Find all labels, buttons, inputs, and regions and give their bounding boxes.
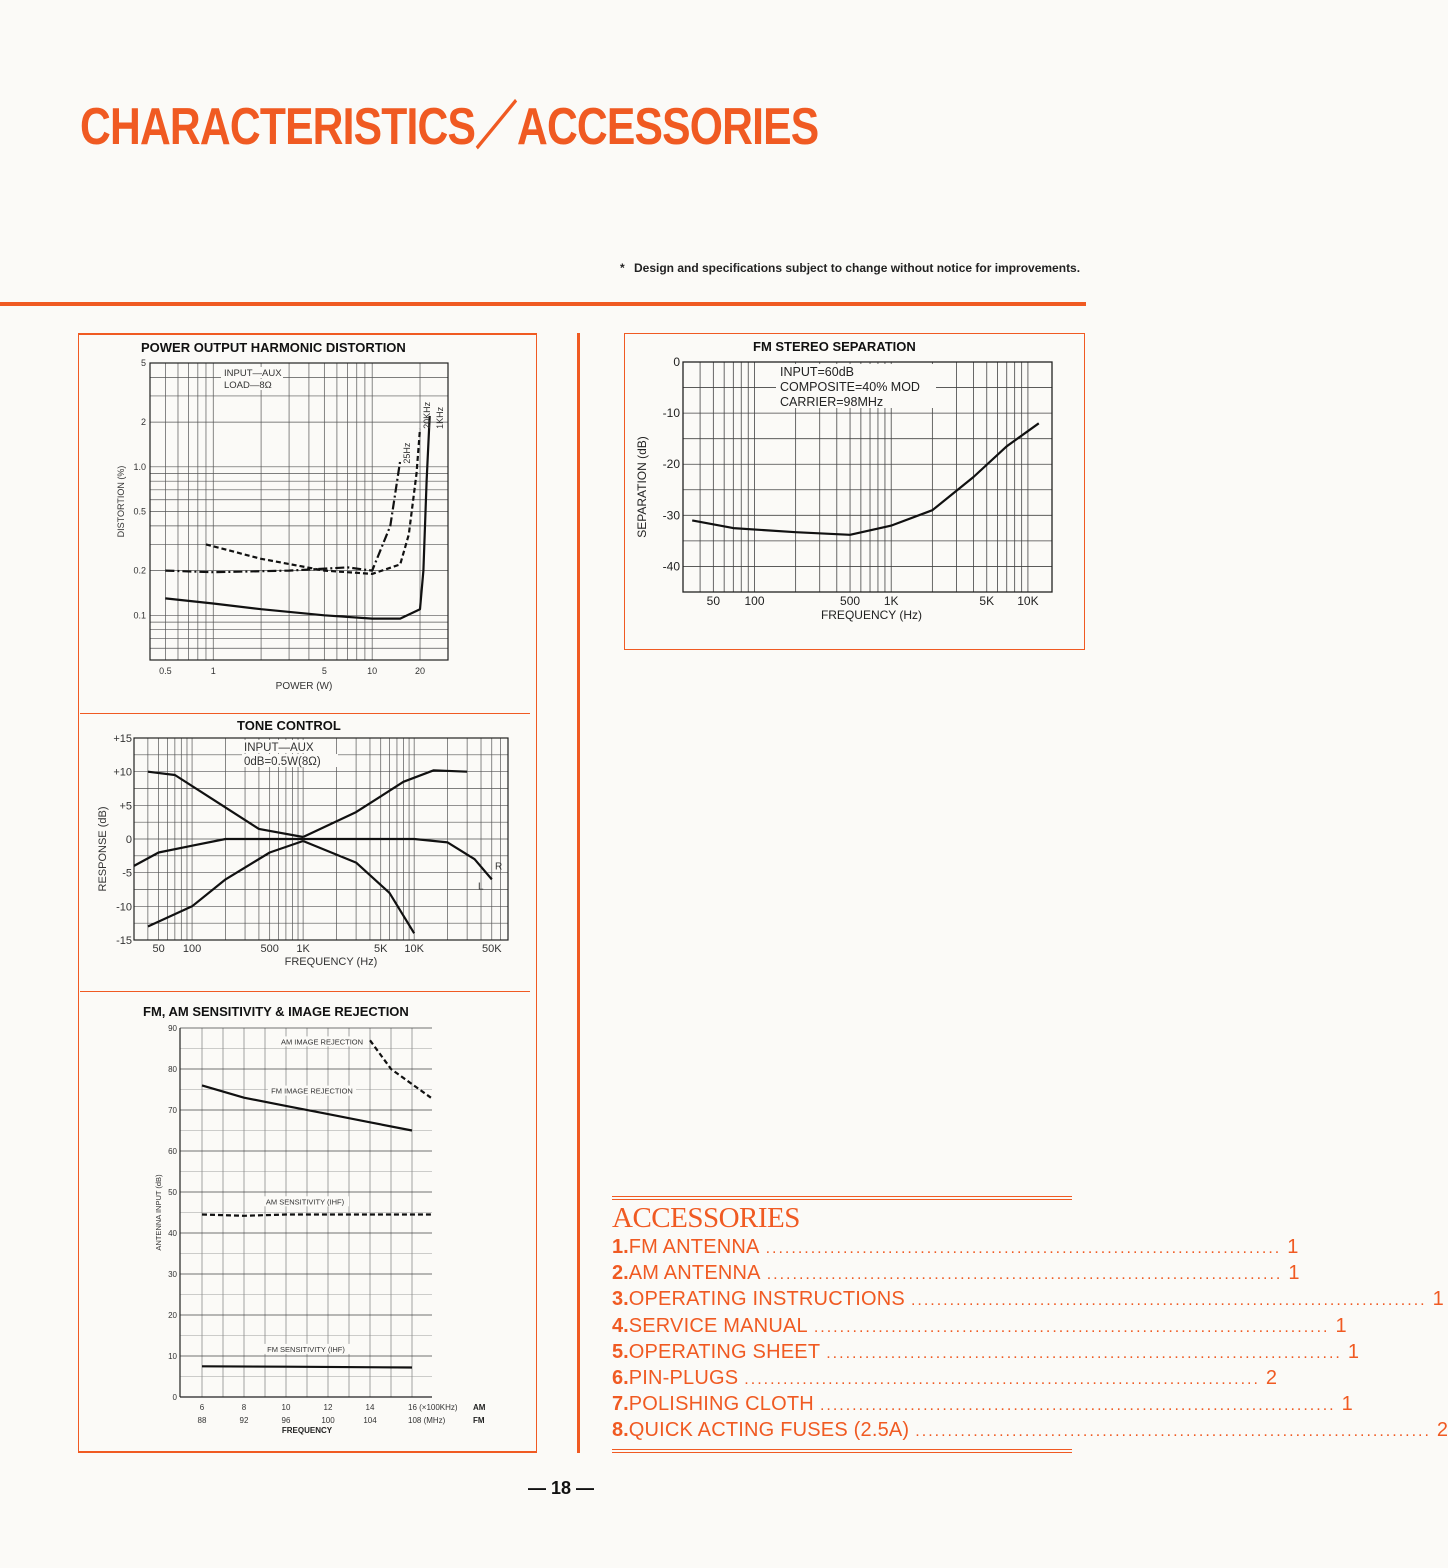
y-axis-label: ANTENNA INPUT (dB) — [154, 1174, 163, 1251]
y-tick-label: +15 — [113, 733, 132, 745]
distortion-chart-title: POWER OUTPUT HARMONIC DISTORTION — [141, 340, 406, 355]
x-tick-label: 10 — [367, 666, 378, 676]
x-tick-label: 50 — [706, 594, 721, 608]
accessory-label: PIN-PLUGS — [628, 1366, 739, 1389]
separation-chart — [630, 352, 1080, 632]
accessory-item — [612, 1340, 1359, 1367]
accessory-number: 5. — [612, 1340, 629, 1363]
note-text: Design and specifications subject to change without notice for improvements. — [634, 261, 1081, 275]
x-tick-label: 1 — [210, 666, 216, 676]
accessory-quantity: 2 — [1436, 1419, 1448, 1442]
x-tick-label: 1K — [296, 943, 310, 955]
series-line — [202, 1215, 431, 1216]
y-axis-label: RESPONSE (dB) — [97, 806, 109, 892]
series-label: 1KHz — [435, 406, 445, 429]
x-tick-label: 100 — [182, 943, 202, 955]
accessory-item — [612, 1366, 1278, 1393]
x-tick-label: 0.5 — [159, 666, 172, 676]
x-tick-label: 500 — [840, 594, 861, 608]
series-label: 25Hz — [402, 442, 412, 464]
accessory-label: QUICK ACTING FUSES (2.5A) — [628, 1419, 910, 1442]
sensitivity-chart-title: FM, AM SENSITIVITY & IMAGE REJECTION — [143, 1004, 409, 1019]
y-tick-label: 5 — [140, 358, 146, 368]
y-axis-label: SEPARATION (dB) — [635, 436, 649, 538]
accessory-label: SERVICE MANUAL — [628, 1314, 808, 1337]
leader-dots: ................................................................................ — [765, 1240, 1282, 1257]
left-panel-border-top — [78, 333, 537, 335]
note-asterisk: * — [620, 261, 625, 275]
leader-dots: ................................................................................ — [910, 1292, 1427, 1310]
leader-dots: ................................................................................ — [826, 1344, 1342, 1362]
y-tick-label: -30 — [662, 508, 680, 523]
y-tick-label: 60 — [168, 1147, 177, 1156]
x-tick-label-am: 12 — [323, 1403, 333, 1412]
column-divider — [577, 333, 580, 1453]
y-tick-label: 80 — [168, 1065, 177, 1074]
x-axis-am-label: AM — [473, 1403, 486, 1412]
accessory-quantity: 1 — [1341, 1393, 1353, 1416]
series-label: FM SENSITIVITY (IHF) — [267, 1344, 345, 1354]
series-line — [303, 770, 467, 837]
accessories-rule-top-2 — [612, 1199, 1072, 1200]
x-tick-label: 20 — [415, 666, 426, 676]
y-tick-label: 0 — [172, 1393, 177, 1402]
series-label: AM IMAGE REJECTION — [280, 1037, 364, 1047]
annotation-text: 0dB=0.5W(8Ω) — [244, 756, 321, 768]
y-tick-label: 40 — [168, 1229, 177, 1238]
x-axis-label: FREQUENCY — [281, 1426, 333, 1435]
y-tick-label: 30 — [168, 1270, 177, 1279]
y-tick-label: 0.5 — [133, 506, 146, 517]
y-tick-label: -10 — [662, 406, 680, 421]
distortion-chart — [100, 355, 520, 695]
series-line — [165, 416, 429, 619]
accessory-label: OPERATING INSTRUCTIONS — [628, 1288, 905, 1311]
annotation-text: LOAD—8Ω — [224, 380, 272, 391]
accessories-rule-bottom-2 — [612, 1452, 1072, 1453]
y-tick-label: 50 — [168, 1188, 177, 1197]
y-tick-label: 2 — [140, 417, 146, 428]
page-number: — 18 — — [528, 1478, 595, 1498]
y-tick-label: 0.1 — [133, 610, 146, 621]
accessory-number: 2. — [612, 1262, 629, 1285]
accessory-quantity: 1 — [1288, 1262, 1300, 1285]
x-tick-label: 500 — [260, 943, 279, 955]
y-tick-label: 0 — [125, 834, 132, 846]
accessory-label: POLISHING CLOTH — [628, 1393, 814, 1416]
x-tick-label: 50 — [152, 943, 165, 955]
accessory-item — [612, 1314, 1347, 1341]
accessories-rule-bottom — [612, 1449, 1072, 1450]
x-tick-label: 5 — [321, 666, 327, 676]
accessory-number: 1. — [612, 1236, 629, 1258]
accessory-quantity: 1 — [1432, 1288, 1444, 1311]
x-tick-label: 10K — [404, 943, 424, 955]
y-tick-label: 70 — [168, 1106, 177, 1115]
x-tick-label-fm: 100 — [321, 1416, 335, 1425]
specification-note — [620, 261, 1082, 276]
y-tick-label: -40 — [662, 559, 680, 574]
x-tick-label-fm: 108 (MHz) — [408, 1416, 446, 1425]
accessory-label: AM ANTENNA — [628, 1262, 761, 1285]
x-tick-label: 50K — [481, 943, 502, 955]
x-tick-label-am: 6 — [199, 1403, 205, 1412]
y-tick-label: 10 — [168, 1352, 177, 1361]
accessory-label: FM ANTENNA — [628, 1236, 760, 1258]
annotation-text: INPUT—AUX — [244, 742, 314, 754]
series-line — [303, 841, 414, 933]
y-tick-label: -20 — [662, 457, 680, 472]
separation-chart-title: FM STEREO SEPARATION — [753, 339, 916, 354]
series-label: 20KHz — [422, 401, 432, 429]
x-axis-label: FREQUENCY (Hz) — [820, 608, 923, 622]
accessories-rule-top — [612, 1196, 1072, 1197]
tone-chart-title: TONE CONTROL — [237, 718, 341, 733]
channel-marker-l: L — [478, 881, 484, 893]
accessory-quantity: 2 — [1265, 1366, 1278, 1389]
x-tick-label: 5K — [373, 943, 388, 955]
accessory-number: 3. — [612, 1288, 629, 1311]
x-tick-label-fm: 96 — [281, 1416, 291, 1425]
x-tick-label-fm: 92 — [239, 1416, 249, 1425]
accessory-item — [612, 1262, 1300, 1288]
y-tick-label: -5 — [122, 867, 132, 880]
annotation-text: COMPOSITE=40% MOD — [780, 380, 920, 394]
accessory-number: 4. — [612, 1314, 629, 1337]
accessory-item — [612, 1236, 1299, 1262]
x-tick-label: 5K — [979, 594, 995, 608]
accessory-number: 6. — [612, 1366, 629, 1389]
accessory-quantity: 1 — [1335, 1314, 1347, 1337]
accessory-item — [612, 1419, 1448, 1445]
x-tick-label-am: 10 — [281, 1403, 291, 1412]
sensitivity-chart — [100, 1020, 520, 1440]
accessory-label: OPERATING SHEET — [628, 1340, 821, 1363]
leader-dots: ................................................................................ — [766, 1266, 1283, 1284]
x-tick-label-fm: 104 — [363, 1416, 377, 1425]
leader-dots: ................................................................................ — [744, 1370, 1260, 1388]
leader-dots: ................................................................................ — [915, 1423, 1431, 1441]
tone-chart — [88, 730, 528, 980]
y-tick-label: 0 — [673, 355, 680, 369]
y-tick-label: -15 — [116, 935, 132, 947]
left-panel-separator-2 — [80, 991, 530, 992]
y-tick-label: +10 — [113, 766, 132, 779]
accessory-number: 8. — [612, 1419, 629, 1442]
accessory-number: 7. — [612, 1393, 629, 1416]
accessory-quantity: 1 — [1347, 1340, 1359, 1363]
x-tick-label: 100 — [744, 594, 765, 608]
page-title: CHARACTERISTICS／ACCESSORIES — [80, 98, 819, 156]
y-tick-label: 1.0 — [133, 461, 146, 472]
accessories-title: ACCESSORIES — [612, 1202, 800, 1234]
annotation-text: INPUT—AUX — [224, 368, 282, 379]
x-tick-label-am: 14 — [365, 1403, 375, 1412]
series-line — [202, 1366, 412, 1367]
x-tick-label-am: 16 (×100KHz) — [408, 1403, 458, 1412]
x-tick-label-fm: 88 — [197, 1416, 207, 1425]
leader-dots: ................................................................................ — [813, 1318, 1330, 1336]
left-panel-border-bottom — [78, 1451, 537, 1453]
x-tick-label-am: 8 — [241, 1403, 247, 1412]
y-tick-label: 90 — [168, 1024, 177, 1033]
header-rule — [0, 302, 1086, 306]
annotation-text: INPUT=60dB — [780, 365, 854, 379]
y-tick-label: -10 — [116, 901, 132, 914]
x-axis-label: FREQUENCY (Hz) — [284, 956, 378, 968]
leader-dots: ................................................................................ — [819, 1397, 1336, 1415]
annotation-text: CARRIER=98MHz — [780, 395, 884, 409]
accessory-quantity: 1 — [1287, 1236, 1299, 1258]
y-axis-label: DISTORTION (%) — [116, 465, 126, 538]
x-tick-label: 1K — [883, 594, 899, 608]
series-line — [206, 429, 420, 574]
accessory-item — [612, 1288, 1444, 1314]
x-axis-label: POWER (W) — [275, 681, 333, 692]
y-tick-label: +5 — [119, 800, 132, 813]
accessory-item — [612, 1393, 1353, 1419]
x-axis-fm-label: FM — [473, 1416, 485, 1425]
accessories-list — [612, 1236, 1448, 1446]
y-tick-label: 20 — [168, 1311, 177, 1320]
series-label: FM IMAGE REJECTION — [271, 1086, 353, 1096]
y-tick-label: 0.2 — [133, 565, 146, 576]
channel-marker-r: R — [495, 861, 503, 873]
x-tick-label: 10K — [1017, 594, 1039, 608]
series-label: AM SENSITIVITY (IHF) — [265, 1197, 345, 1207]
left-panel-separator-1 — [80, 713, 530, 714]
